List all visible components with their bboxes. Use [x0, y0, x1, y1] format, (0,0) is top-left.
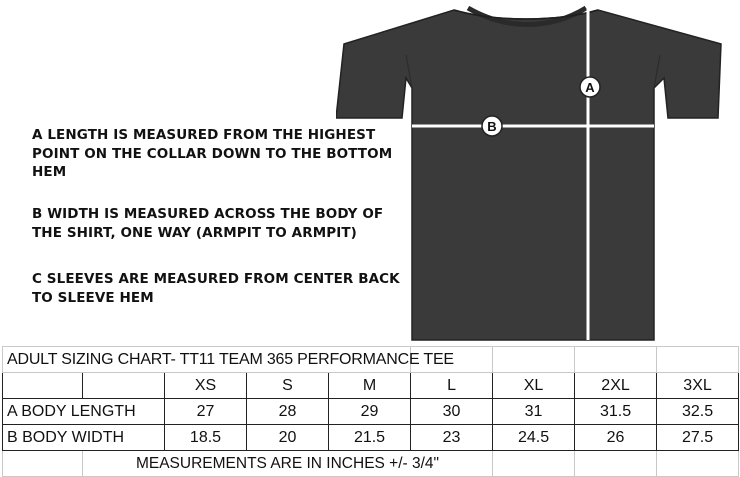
tshirt-diagram: [336, 0, 740, 346]
table-cell: 32.5: [657, 399, 739, 425]
size-header: XS: [165, 373, 247, 399]
table-note-row: [3, 451, 739, 477]
row-label: A BODY LENGTH: [3, 399, 165, 425]
measurement-note: MEASUREMENTS ARE IN INCHES +/- 3/4": [83, 451, 493, 477]
size-header: XL: [493, 373, 575, 399]
table-cell: 24.5: [493, 425, 575, 451]
instruction-length: A LENGTH IS MEASURED FROM THE HIGHEST POINT ON THE COLLAR DOWN TO THE BOTTOM HEM: [32, 127, 393, 180]
sizing-chart-table: [2, 346, 739, 477]
table-cell: 30: [411, 399, 493, 425]
table-cell: 23: [411, 425, 493, 451]
marker-b: [482, 116, 502, 136]
table-cell: 21.5: [329, 425, 411, 451]
table-cell: 20: [247, 425, 329, 451]
table-row-body-width: [3, 425, 739, 451]
row-label: B BODY WIDTH: [3, 425, 165, 451]
table-cell: 31.5: [575, 399, 657, 425]
size-header: S: [247, 373, 329, 399]
table-title: ADULT SIZING CHART- TT11 TEAM 365 PERFORMANCE TEE: [3, 347, 411, 373]
tshirt-body: [336, 10, 721, 340]
table-cell: 29: [329, 399, 411, 425]
table-title-row: [3, 347, 739, 373]
svg-text:A: A: [585, 80, 595, 95]
marker-a: [580, 77, 600, 97]
table-cell: 26: [575, 425, 657, 451]
instruction-sleeves: C SLEEVES ARE MEASURED FROM CENTER BACK TO SLEEVE HEM: [32, 271, 400, 306]
table-cell: 18.5: [165, 425, 247, 451]
instruction-width: B WIDTH IS MEASURED ACROSS THE BODY OF THE SHIRT, ONE WAY (ARMPIT TO ARMPIT): [32, 206, 384, 241]
size-header: 3XL: [657, 373, 739, 399]
size-header: 2XL: [575, 373, 657, 399]
table-cell: 27: [165, 399, 247, 425]
size-header: L: [411, 373, 493, 399]
table-cell: 28: [247, 399, 329, 425]
size-header-row: [3, 373, 739, 399]
table-cell: 31: [493, 399, 575, 425]
table-row-body-length: [3, 399, 739, 425]
size-header: M: [329, 373, 411, 399]
table-cell: 27.5: [657, 425, 739, 451]
svg-text:B: B: [487, 119, 497, 134]
